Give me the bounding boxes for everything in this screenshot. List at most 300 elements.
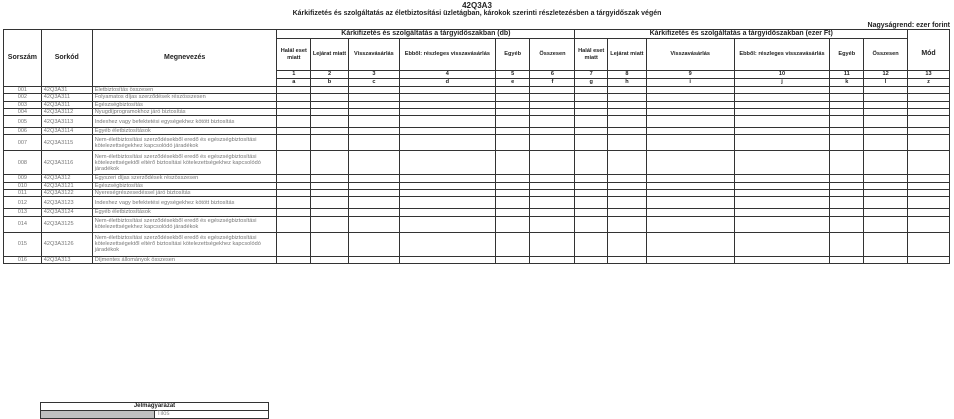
- col-letter-i: i: [646, 79, 734, 87]
- row-code: 42Q3A3113: [41, 116, 92, 128]
- data-cell[interactable]: [864, 209, 908, 216]
- data-cell[interactable]: [530, 116, 575, 128]
- data-cell[interactable]: [348, 190, 399, 197]
- data-cell[interactable]: [864, 175, 908, 182]
- data-cell[interactable]: [830, 87, 864, 94]
- col-num-11: 11: [830, 71, 864, 79]
- data-cell[interactable]: [830, 256, 864, 263]
- col-num-6: 6: [530, 71, 575, 79]
- data-cell[interactable]: [608, 128, 647, 135]
- data-cell[interactable]: [908, 175, 950, 182]
- table-row: [4, 190, 950, 197]
- table-row: [4, 182, 950, 189]
- data-cell[interactable]: [399, 190, 495, 197]
- data-cell[interactable]: [864, 256, 908, 263]
- data-cell[interactable]: [830, 151, 864, 175]
- row-number: 009: [4, 175, 42, 182]
- table-row: [4, 94, 950, 101]
- data-cell[interactable]: [399, 175, 495, 182]
- col-ft-label-3: Visszavásárlás: [646, 39, 734, 71]
- data-cell[interactable]: [646, 108, 734, 115]
- data-cell[interactable]: [908, 232, 950, 256]
- row-code: 42Q3A312: [41, 175, 92, 182]
- row-code: 42Q3A3122: [41, 190, 92, 197]
- data-cell[interactable]: [399, 209, 495, 216]
- data-cell[interactable]: [575, 256, 608, 263]
- data-cell[interactable]: [908, 101, 950, 108]
- col-letter-j: j: [734, 79, 830, 87]
- data-cell[interactable]: [734, 135, 830, 151]
- col-megnevezes: Megnevezés: [92, 30, 277, 87]
- data-cell[interactable]: [530, 190, 575, 197]
- row-number: 004: [4, 108, 42, 115]
- col-num-5: 5: [495, 71, 530, 79]
- data-cell[interactable]: [530, 216, 575, 232]
- data-cell[interactable]: [608, 116, 647, 128]
- table-header: [4, 30, 950, 87]
- data-cell[interactable]: [530, 108, 575, 115]
- data-cell[interactable]: [734, 87, 830, 94]
- col-letter-g: g: [575, 79, 608, 87]
- data-cell[interactable]: [495, 151, 530, 175]
- data-cell[interactable]: [277, 151, 311, 175]
- data-cell[interactable]: [311, 209, 349, 216]
- col-sorszam: Sorszám: [4, 30, 42, 87]
- data-cell[interactable]: [646, 190, 734, 197]
- data-cell[interactable]: [864, 232, 908, 256]
- col-db-label-5: Egyéb: [495, 39, 530, 71]
- row-number: 016: [4, 256, 42, 263]
- row-code: 42Q3A311: [41, 94, 92, 101]
- row-number: 008: [4, 151, 42, 175]
- data-cell[interactable]: [608, 101, 647, 108]
- data-cell[interactable]: [277, 190, 311, 197]
- data-cell[interactable]: [530, 175, 575, 182]
- data-cell[interactable]: [608, 175, 647, 182]
- data-cell[interactable]: [646, 128, 734, 135]
- data-cell[interactable]: [311, 94, 349, 101]
- data-cell[interactable]: [575, 175, 608, 182]
- data-cell[interactable]: [530, 151, 575, 175]
- data-cell[interactable]: [311, 135, 349, 151]
- data-cell[interactable]: [646, 232, 734, 256]
- col-num-10: 10: [734, 71, 830, 79]
- data-cell[interactable]: [864, 135, 908, 151]
- data-cell[interactable]: [530, 87, 575, 94]
- data-cell[interactable]: [311, 128, 349, 135]
- data-cell[interactable]: [348, 135, 399, 151]
- col-num-9: 9: [646, 71, 734, 79]
- data-cell[interactable]: [277, 135, 311, 151]
- legend-title: Jelmagyarázat: [41, 403, 269, 411]
- data-cell[interactable]: [734, 128, 830, 135]
- data-cell[interactable]: [646, 197, 734, 209]
- data-cell[interactable]: [399, 197, 495, 209]
- data-cell[interactable]: [530, 182, 575, 189]
- col-num-12: 12: [864, 71, 908, 79]
- data-cell[interactable]: [530, 128, 575, 135]
- data-cell[interactable]: [399, 216, 495, 232]
- data-cell[interactable]: [908, 87, 950, 94]
- data-cell[interactable]: [646, 182, 734, 189]
- row-code: 42Q3A313: [41, 256, 92, 263]
- data-cell[interactable]: [830, 175, 864, 182]
- data-cell[interactable]: [311, 197, 349, 209]
- data-cell[interactable]: [646, 151, 734, 175]
- table-row: [4, 256, 950, 263]
- legend-item-label: Tilos: [155, 411, 269, 419]
- row-number: 012: [4, 197, 42, 209]
- data-cell[interactable]: [399, 135, 495, 151]
- data-cell[interactable]: [830, 209, 864, 216]
- data-cell[interactable]: [399, 256, 495, 263]
- col-num-7: 7: [575, 71, 608, 79]
- col-letter-f: f: [530, 79, 575, 87]
- data-cell[interactable]: [830, 197, 864, 209]
- col-num-2: 2: [311, 71, 349, 79]
- data-cell[interactable]: [830, 101, 864, 108]
- row-code: 42Q3A31: [41, 87, 92, 94]
- data-cell[interactable]: [530, 101, 575, 108]
- data-cell[interactable]: [495, 128, 530, 135]
- col-letter-c: c: [348, 79, 399, 87]
- col-letter-d: d: [399, 79, 495, 87]
- data-cell[interactable]: [734, 101, 830, 108]
- report-code: 42Q3A3: [462, 1, 492, 10]
- data-cell[interactable]: [734, 216, 830, 232]
- data-cell[interactable]: [575, 151, 608, 175]
- data-cell[interactable]: [734, 108, 830, 115]
- data-cell[interactable]: [908, 94, 950, 101]
- data-cell[interactable]: [608, 216, 647, 232]
- data-cell[interactable]: [608, 87, 647, 94]
- data-cell[interactable]: [575, 209, 608, 216]
- row-description: Folyamatos díjas szerződések részösszesen: [92, 94, 277, 101]
- data-cell[interactable]: [575, 94, 608, 101]
- col-num-3: 3: [348, 71, 399, 79]
- row-code: 42Q3A3115: [41, 135, 92, 151]
- col-letter-l: l: [864, 79, 908, 87]
- col-ft-label-6: Összesen: [864, 39, 908, 71]
- data-cell[interactable]: [277, 128, 311, 135]
- table-row: [4, 209, 950, 216]
- data-cell[interactable]: [311, 108, 349, 115]
- data-cell[interactable]: [495, 256, 530, 263]
- data-cell[interactable]: [399, 87, 495, 94]
- data-cell[interactable]: [495, 182, 530, 189]
- data-cell[interactable]: [734, 116, 830, 128]
- row-number: 011: [4, 190, 42, 197]
- data-cell[interactable]: [575, 182, 608, 189]
- data-cell[interactable]: [348, 116, 399, 128]
- data-cell[interactable]: [348, 94, 399, 101]
- data-cell[interactable]: [908, 216, 950, 232]
- data-cell[interactable]: [734, 182, 830, 189]
- col-num-4: 4: [399, 71, 495, 79]
- col-num-8: 8: [608, 71, 647, 79]
- data-cell[interactable]: [277, 209, 311, 216]
- data-cell[interactable]: [608, 135, 647, 151]
- row-number: 010: [4, 182, 42, 189]
- data-cell[interactable]: [277, 182, 311, 189]
- data-cell[interactable]: [311, 101, 349, 108]
- data-cell[interactable]: [646, 94, 734, 101]
- data-cell[interactable]: [575, 135, 608, 151]
- data-cell[interactable]: [646, 175, 734, 182]
- data-cell[interactable]: [908, 128, 950, 135]
- data-cell[interactable]: [864, 94, 908, 101]
- data-cell[interactable]: [830, 190, 864, 197]
- data-cell[interactable]: [495, 135, 530, 151]
- data-cell[interactable]: [399, 151, 495, 175]
- data-cell[interactable]: [348, 232, 399, 256]
- data-cell[interactable]: [399, 94, 495, 101]
- data-cell[interactable]: [908, 151, 950, 175]
- data-cell[interactable]: [864, 197, 908, 209]
- data-cell[interactable]: [277, 101, 311, 108]
- data-cell[interactable]: [646, 87, 734, 94]
- data-cell[interactable]: [348, 175, 399, 182]
- data-cell[interactable]: [646, 101, 734, 108]
- data-cell[interactable]: [311, 87, 349, 94]
- data-cell[interactable]: [495, 216, 530, 232]
- col-num-13: 13: [908, 71, 950, 79]
- data-cell[interactable]: [495, 197, 530, 209]
- data-cell[interactable]: [908, 256, 950, 263]
- data-cell[interactable]: [277, 216, 311, 232]
- row-number: 005: [4, 116, 42, 128]
- data-cell[interactable]: [348, 197, 399, 209]
- data-cell[interactable]: [495, 175, 530, 182]
- data-cell[interactable]: [495, 116, 530, 128]
- col-ft-label-2: Lejárat miatt: [608, 39, 647, 71]
- data-cell[interactable]: [864, 151, 908, 175]
- table-row: [4, 151, 950, 175]
- data-cell[interactable]: [311, 232, 349, 256]
- data-cell[interactable]: [608, 151, 647, 175]
- data-cell[interactable]: [495, 101, 530, 108]
- col-sorkod: Sorkód: [41, 30, 92, 87]
- data-cell[interactable]: [734, 190, 830, 197]
- data-cell[interactable]: [646, 116, 734, 128]
- data-cell[interactable]: [311, 151, 349, 175]
- col-ft-label-5: Egyéb: [830, 39, 864, 71]
- row-description: Egyéb életbiztosítások: [92, 209, 277, 216]
- data-cell[interactable]: [734, 256, 830, 263]
- data-cell[interactable]: [530, 209, 575, 216]
- row-number: 007: [4, 135, 42, 151]
- row-code: 42Q3A3123: [41, 197, 92, 209]
- row-description: Indexhez vagy befektetési egységekhez kötött biztosítás: [92, 197, 277, 209]
- data-cell[interactable]: [348, 128, 399, 135]
- data-cell[interactable]: [908, 190, 950, 197]
- data-cell[interactable]: [830, 108, 864, 115]
- data-cell[interactable]: [830, 232, 864, 256]
- data-cell[interactable]: [734, 151, 830, 175]
- table-row: [4, 135, 950, 151]
- data-cell[interactable]: [530, 232, 575, 256]
- table-row: [4, 232, 950, 256]
- data-cell[interactable]: [277, 232, 311, 256]
- data-cell[interactable]: [530, 256, 575, 263]
- table-row: [4, 87, 950, 94]
- col-letter-e: e: [495, 79, 530, 87]
- data-cell[interactable]: [495, 209, 530, 216]
- data-cell[interactable]: [311, 116, 349, 128]
- data-cell[interactable]: [608, 108, 647, 115]
- data-cell[interactable]: [311, 190, 349, 197]
- row-code: 42Q3A3125: [41, 216, 92, 232]
- data-cell[interactable]: [399, 116, 495, 128]
- data-cell[interactable]: [864, 108, 908, 115]
- row-number: 013: [4, 209, 42, 216]
- data-cell[interactable]: [277, 197, 311, 209]
- col-letter-a: a: [277, 79, 311, 87]
- data-cell[interactable]: [348, 209, 399, 216]
- data-cell[interactable]: [530, 94, 575, 101]
- data-cell[interactable]: [348, 182, 399, 189]
- row-code: 42Q3A3114: [41, 128, 92, 135]
- data-cell[interactable]: [348, 256, 399, 263]
- data-cell[interactable]: [608, 209, 647, 216]
- data-cell[interactable]: [864, 101, 908, 108]
- data-cell[interactable]: [646, 256, 734, 263]
- data-cell[interactable]: [575, 128, 608, 135]
- table-row: [4, 175, 950, 182]
- row-code: 42Q3A3121: [41, 182, 92, 189]
- row-number: 006: [4, 128, 42, 135]
- data-cell[interactable]: [608, 232, 647, 256]
- data-cell[interactable]: [608, 197, 647, 209]
- data-cell[interactable]: [830, 128, 864, 135]
- data-cell[interactable]: [734, 175, 830, 182]
- data-cell[interactable]: [864, 216, 908, 232]
- data-cell[interactable]: [908, 182, 950, 189]
- data-cell[interactable]: [908, 197, 950, 209]
- row-description: Életbiztosítás összesen: [92, 87, 277, 94]
- data-cell[interactable]: [608, 256, 647, 263]
- data-cell[interactable]: [830, 94, 864, 101]
- data-cell[interactable]: [908, 116, 950, 128]
- data-cell[interactable]: [530, 197, 575, 209]
- table-row: [4, 108, 950, 115]
- table-row: [4, 101, 950, 108]
- data-cell[interactable]: [908, 135, 950, 151]
- col-db-label-3: Visszavásárlás: [348, 39, 399, 71]
- table-body: [4, 87, 950, 264]
- row-description: Indexhez vagy befektetési egységekhez kötött biztosítás: [92, 116, 277, 128]
- col-letter-b: b: [311, 79, 349, 87]
- data-cell[interactable]: [864, 116, 908, 128]
- legend: [40, 402, 269, 419]
- data-cell[interactable]: [575, 232, 608, 256]
- data-cell[interactable]: [495, 232, 530, 256]
- data-cell[interactable]: [830, 135, 864, 151]
- col-num-1: 1: [277, 71, 311, 79]
- table-row: [4, 128, 950, 135]
- data-cell[interactable]: [608, 94, 647, 101]
- data-cell[interactable]: [277, 116, 311, 128]
- data-cell[interactable]: [311, 182, 349, 189]
- data-cell[interactable]: [495, 190, 530, 197]
- data-cell[interactable]: [608, 190, 647, 197]
- row-description: Nyereségrészesedéssel járó biztosítás: [92, 190, 277, 197]
- data-cell[interactable]: [575, 116, 608, 128]
- data-cell[interactable]: [495, 87, 530, 94]
- data-cell[interactable]: [530, 135, 575, 151]
- data-cell[interactable]: [575, 190, 608, 197]
- data-cell[interactable]: [348, 87, 399, 94]
- data-cell[interactable]: [348, 216, 399, 232]
- data-cell[interactable]: [495, 94, 530, 101]
- data-cell[interactable]: [575, 101, 608, 108]
- data-cell[interactable]: [575, 216, 608, 232]
- data-cell[interactable]: [908, 209, 950, 216]
- data-cell[interactable]: [734, 232, 830, 256]
- data-cell[interactable]: [646, 216, 734, 232]
- row-code: 42Q3A3124: [41, 209, 92, 216]
- row-description: Egyéb életbiztosítások: [92, 128, 277, 135]
- data-cell[interactable]: [277, 108, 311, 115]
- data-cell[interactable]: [399, 128, 495, 135]
- data-cell[interactable]: [399, 101, 495, 108]
- data-cell[interactable]: [864, 128, 908, 135]
- data-cell[interactable]: [830, 182, 864, 189]
- data-cell[interactable]: [864, 182, 908, 189]
- data-cell[interactable]: [646, 209, 734, 216]
- data-cell[interactable]: [864, 87, 908, 94]
- data-cell[interactable]: [575, 87, 608, 94]
- data-cell[interactable]: [311, 216, 349, 232]
- data-cell[interactable]: [399, 232, 495, 256]
- data-cell[interactable]: [399, 182, 495, 189]
- data-cell[interactable]: [311, 256, 349, 263]
- data-cell[interactable]: [348, 108, 399, 115]
- row-number: 002: [4, 94, 42, 101]
- data-cell[interactable]: [734, 209, 830, 216]
- data-cell[interactable]: [311, 175, 349, 182]
- row-code: 42Q3A3116: [41, 151, 92, 175]
- data-cell[interactable]: [575, 108, 608, 115]
- col-ft-label-4: Ebből: részleges visszavásárlás: [734, 39, 830, 71]
- data-table: [3, 29, 950, 264]
- data-cell[interactable]: [908, 108, 950, 115]
- group-ft-header: Kárkifizetés és szolgáltatás a tárgyidőszakban (ezer Ft): [575, 30, 908, 39]
- row-description: Nem-életbiztosítási szerződésekből eredő és egészségbiztosítási kötelezettségekhez kapcsolódó járadékok: [92, 216, 277, 232]
- data-cell[interactable]: [864, 190, 908, 197]
- row-description: Egészségbiztosítás: [92, 182, 277, 189]
- col-db-label-1: Halál eset miatt: [277, 39, 311, 71]
- row-description: Nem-életbiztosítási szerződésekből eredő és egészségbiztosítási kötelezettségektől eltérő biztosítási kötelezettségekhez kapcsolódó járadékok: [92, 151, 277, 175]
- data-cell[interactable]: [646, 135, 734, 151]
- data-cell[interactable]: [734, 94, 830, 101]
- data-cell[interactable]: [608, 182, 647, 189]
- data-cell[interactable]: [277, 87, 311, 94]
- data-cell[interactable]: [830, 116, 864, 128]
- table-row: [4, 116, 950, 128]
- data-cell[interactable]: [399, 108, 495, 115]
- data-cell[interactable]: [277, 175, 311, 182]
- data-cell[interactable]: [277, 256, 311, 263]
- data-cell[interactable]: [348, 151, 399, 175]
- data-cell[interactable]: [277, 94, 311, 101]
- data-cell[interactable]: [495, 108, 530, 115]
- data-cell[interactable]: [575, 197, 608, 209]
- data-cell[interactable]: [830, 216, 864, 232]
- data-cell[interactable]: [348, 101, 399, 108]
- data-cell[interactable]: [734, 197, 830, 209]
- row-description: Nem-életbiztosítási szerződésekből eredő és egészségbiztosítási kötelezettségektől eltérő biztosítási kötelezettségekhez kapcsolódó járadékok: [92, 232, 277, 256]
